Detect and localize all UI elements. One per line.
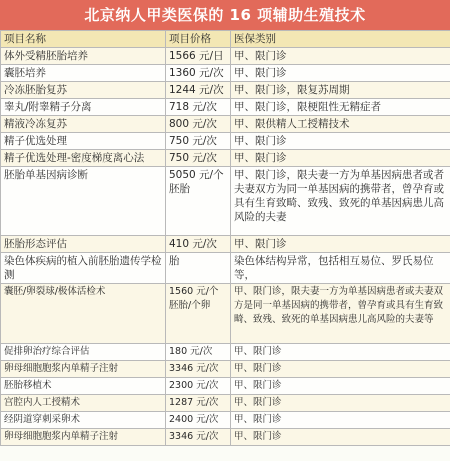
item-category: 甲、限门诊	[231, 412, 450, 429]
item-category: 甲、限门诊，限夫妻一方为单基因病患者或夫妻双方是同一单基因病的携带者，曾孕育或具有生育致畸、致残、致死的单基因病患儿高风险的夫妻等	[231, 284, 450, 344]
item-name: 经阴道穿刺采卵术	[1, 412, 166, 429]
item-price: 410 元/次	[166, 236, 231, 253]
item-price: 3346 元/次	[166, 361, 231, 378]
item-category: 甲、限门诊，限梗阻性无精症者	[231, 99, 450, 116]
item-category: 甲、限门诊	[231, 150, 450, 167]
item-price: 3346 元/次	[166, 429, 231, 446]
item-price: 1287 元/次	[166, 395, 231, 412]
item-name: 卵母细胞胞浆内单精子注射	[1, 361, 166, 378]
item-price: 750 元/次	[166, 150, 231, 167]
item-price: 750 元/次	[166, 133, 231, 150]
table-row	[1, 284, 450, 344]
item-category: 甲、限门诊	[231, 395, 450, 412]
item-price: 800 元/次	[166, 116, 231, 133]
item-name: 精液冷冻复苏	[1, 116, 166, 133]
table-row	[1, 378, 450, 395]
item-category: 甲、限门诊	[231, 378, 450, 395]
table-row	[1, 236, 450, 253]
header-item-name: 项目名称	[1, 31, 166, 48]
table-row	[1, 48, 450, 65]
table-row	[1, 253, 450, 284]
item-category: 甲、限门诊，限复苏周期	[231, 82, 450, 99]
item-category: 甲、限门诊	[231, 48, 450, 65]
table-row	[1, 82, 450, 99]
item-name: 胚胎移植术	[1, 378, 166, 395]
item-category: 甲、限门诊，限夫妻一方为单基因病患者或者夫妻双方为同一单基因病的携带者，曾孕育或具有生育致畸、致残、致死的单基因病患儿高风险的夫妻	[231, 167, 450, 236]
item-name: 宫腔内人工授精术	[1, 395, 166, 412]
item-name: 卵母细胞胞浆内单精子注射	[1, 429, 166, 446]
item-name: 精子优选处理	[1, 133, 166, 150]
item-name: 胚胎形态评估	[1, 236, 166, 253]
table-row	[1, 429, 450, 446]
table-row	[1, 395, 450, 412]
item-price: 1360 元/次	[166, 65, 231, 82]
item-category: 甲、限门诊	[231, 133, 450, 150]
table-row	[1, 150, 450, 167]
item-price: 180 元/次	[166, 344, 231, 361]
item-name: 染色体疾病的植入前胚胎遗传学检测	[1, 253, 166, 284]
item-name: 囊胚培养	[1, 65, 166, 82]
header-insurance-category: 医保类别	[231, 31, 450, 48]
item-price: 胎	[166, 253, 231, 284]
table-row	[1, 133, 450, 150]
item-category: 甲、限门诊	[231, 344, 450, 361]
table-header-row	[1, 31, 450, 48]
item-name: 囊胚/卵裂球/极体活检术	[1, 284, 166, 344]
table-row	[1, 344, 450, 361]
table-row	[1, 412, 450, 429]
table-row	[1, 361, 450, 378]
table-row	[1, 116, 450, 133]
item-price: 5050 元/个胚胎	[166, 167, 231, 236]
table-row	[1, 99, 450, 116]
item-category: 甲、限门诊	[231, 361, 450, 378]
ivf-price-table	[0, 30, 450, 446]
item-price: 1566 元/日	[166, 48, 231, 65]
item-category: 甲、限门诊	[231, 236, 450, 253]
item-category: 甲、限供精人工授精技术	[231, 116, 450, 133]
table-row	[1, 167, 450, 236]
table-row	[1, 65, 450, 82]
item-price: 2300 元/次	[166, 378, 231, 395]
item-name: 冷冻胚胎复苏	[1, 82, 166, 99]
header-price: 项目价格	[166, 31, 231, 48]
item-price: 1244 元/次	[166, 82, 231, 99]
item-category: 甲、限门诊	[231, 65, 450, 82]
item-price: 718 元/次	[166, 99, 231, 116]
page-title: 北京纳人甲类医保的 16 项辅助生殖技术	[0, 0, 450, 30]
item-price: 2400 元/次	[166, 412, 231, 429]
item-category: 甲、限门诊	[231, 429, 450, 446]
item-price: 1560 元/个胚胎/个卵	[166, 284, 231, 344]
item-name: 睾丸/附睾精子分离	[1, 99, 166, 116]
item-name: 体外受精胚胎培养	[1, 48, 166, 65]
item-name: 促排卵治疗综合评估	[1, 344, 166, 361]
item-category: 染色体结构异常，包括相互易位、罗氏易位等，	[231, 253, 450, 284]
item-name: 胚胎单基因病诊断	[1, 167, 166, 236]
item-name: 精子优选处理-密度梯度离心法	[1, 150, 166, 167]
